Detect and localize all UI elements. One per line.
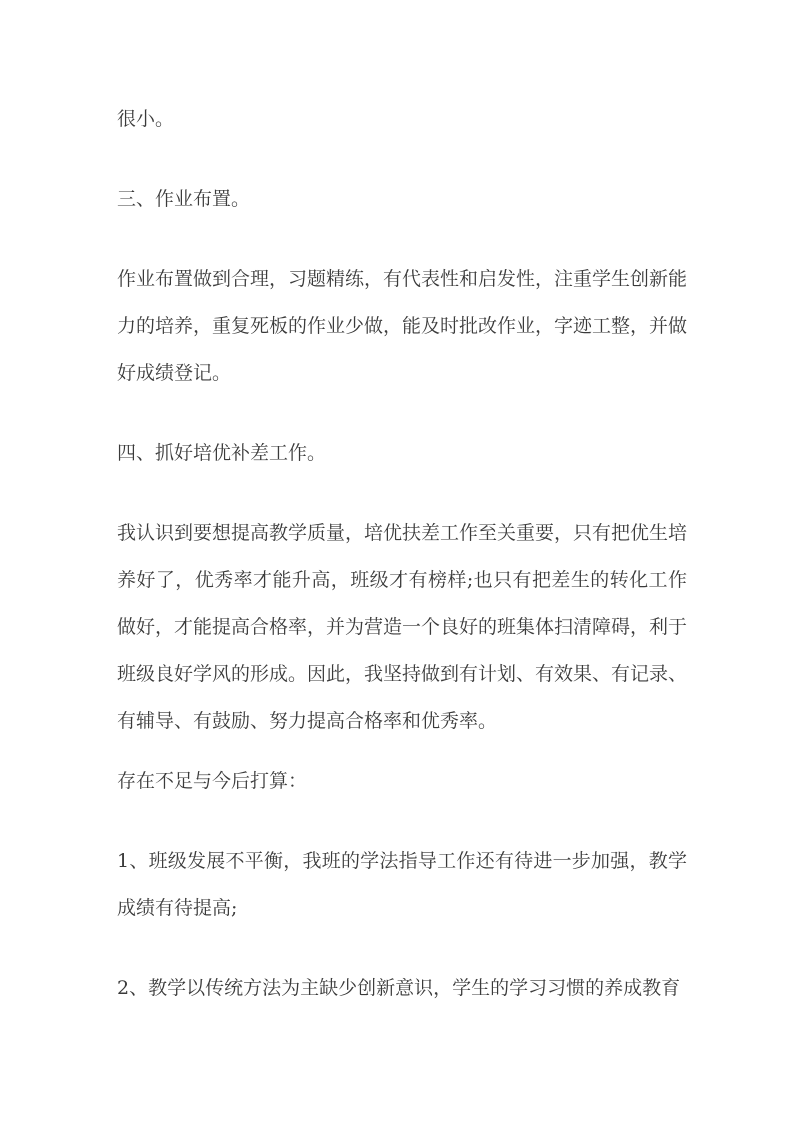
paragraph: 存在不足与今后打算： [117, 770, 308, 792]
paragraph: 作业布置做到合理，习题精练，有代表性和启发性，注重学生创新能力的培养，重复死板的作业少做，能及时批改作业，字迹工整，并做好成绩登记。 [117, 268, 688, 384]
document-body [117, 96, 687, 1045]
paragraph: 三、作业布置。 [117, 188, 251, 210]
paragraph: 四、抓好培优补差工作。 [117, 442, 327, 464]
paragraph: 1、班级发展不平衡，我班的学法指导工作还有待进一步加强，教学成绩有待提高; [117, 850, 687, 919]
paragraph: 2、教学以传统方法为主缺少创新意识，学生的学习习惯的养成教育 [117, 977, 681, 999]
paragraph: 很小。 [117, 108, 175, 130]
paragraph: 我认识到要想提高教学质量，培优扶差工作至关重要，只有把优生培养好了，优秀率才能升高，班级才有榜样;也只有把差生的转化工作做好，才能提高合格率，并为营造一个良好的班集体扫清障碍，利于班级良好学风的形成。因此，我坚持做到有计划、有效果、有记录、有辅导、有鼓励、努力提高合格率和优秀率。 [117, 522, 688, 732]
